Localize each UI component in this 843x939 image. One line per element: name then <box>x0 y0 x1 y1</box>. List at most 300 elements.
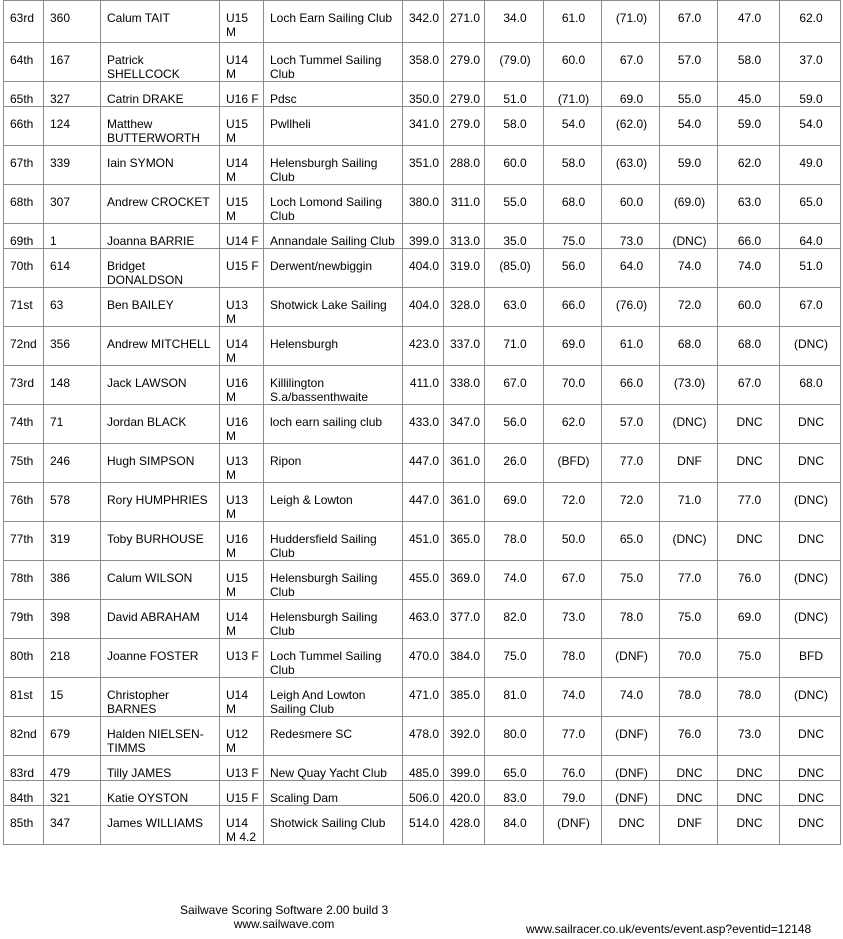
race-score-cell: 66.0 <box>544 288 602 327</box>
race-score-cell: 82.0 <box>485 600 544 639</box>
nett-cell: 365.0 <box>444 522 485 561</box>
nett-cell: 347.0 <box>444 405 485 444</box>
sail-number-cell: 339 <box>44 146 101 185</box>
nett-cell: 361.0 <box>444 444 485 483</box>
race-score-cell: (DNF) <box>602 756 660 781</box>
total-cell: 404.0 <box>403 249 444 288</box>
rank-cell: 85th <box>4 806 44 845</box>
category-cell: U15 F <box>220 249 264 288</box>
rank-cell: 78th <box>4 561 44 600</box>
race-score-cell: 65.0 <box>780 185 841 224</box>
race-score-cell: (DNF) <box>544 806 602 845</box>
category-cell: U13 M <box>220 483 264 522</box>
race-score-cell: 64.0 <box>780 224 841 249</box>
rank-cell: 63rd <box>4 1 44 43</box>
result-row <box>4 639 841 678</box>
race-score-cell: 69.0 <box>602 82 660 107</box>
race-score-cell: 57.0 <box>602 405 660 444</box>
race-score-cell: 69.0 <box>718 600 780 639</box>
result-row <box>4 366 841 405</box>
result-row <box>4 146 841 185</box>
race-score-cell: 78.0 <box>602 600 660 639</box>
result-row <box>4 107 841 146</box>
race-score-cell: (DNF) <box>602 639 660 678</box>
total-cell: 380.0 <box>403 185 444 224</box>
race-score-cell: 77.0 <box>660 561 718 600</box>
race-score-cell: 81.0 <box>485 678 544 717</box>
category-cell: U16 F <box>220 82 264 107</box>
results-table <box>3 0 841 845</box>
race-score-cell: 63.0 <box>718 185 780 224</box>
rank-cell: 77th <box>4 522 44 561</box>
race-score-cell: 68.0 <box>544 185 602 224</box>
result-row <box>4 806 841 845</box>
race-score-cell: 50.0 <box>544 522 602 561</box>
total-cell: 514.0 <box>403 806 444 845</box>
rank-cell: 73rd <box>4 366 44 405</box>
category-cell: U13 F <box>220 756 264 781</box>
rank-cell: 80th <box>4 639 44 678</box>
sail-number-cell: 63 <box>44 288 101 327</box>
race-score-cell: (DNC) <box>780 561 841 600</box>
helm-name-cell: Jordan BLACK <box>101 405 220 444</box>
race-score-cell: 54.0 <box>544 107 602 146</box>
race-score-cell: 75.0 <box>660 600 718 639</box>
race-score-cell: 75.0 <box>718 639 780 678</box>
race-score-cell: 51.0 <box>485 82 544 107</box>
result-row <box>4 405 841 444</box>
club-cell: loch earn sailing club <box>264 405 403 444</box>
sail-number-cell: 398 <box>44 600 101 639</box>
rank-cell: 66th <box>4 107 44 146</box>
helm-name-cell: Hugh SIMPSON <box>101 444 220 483</box>
sail-number-cell: 360 <box>44 1 101 43</box>
category-cell: U16 M <box>220 366 264 405</box>
helm-name-cell: James WILLIAMS <box>101 806 220 845</box>
total-cell: 351.0 <box>403 146 444 185</box>
club-cell: Pdsc <box>264 82 403 107</box>
rank-cell: 68th <box>4 185 44 224</box>
sail-number-cell: 356 <box>44 327 101 366</box>
helm-name-cell: Ben BAILEY <box>101 288 220 327</box>
race-score-cell: 69.0 <box>485 483 544 522</box>
race-score-cell: DNC <box>718 444 780 483</box>
software-name: Sailwave Scoring Software 2.00 build 3 <box>180 903 389 917</box>
race-score-cell: 68.0 <box>660 327 718 366</box>
race-score-cell: 70.0 <box>660 639 718 678</box>
club-cell: Derwent/newbiggin <box>264 249 403 288</box>
race-score-cell: 47.0 <box>718 1 780 43</box>
result-row <box>4 483 841 522</box>
sail-number-cell: 124 <box>44 107 101 146</box>
race-score-cell: DNC <box>780 717 841 756</box>
race-score-cell: 73.0 <box>602 224 660 249</box>
race-score-cell: 54.0 <box>780 107 841 146</box>
helm-name-cell: Andrew MITCHELL <box>101 327 220 366</box>
result-row <box>4 288 841 327</box>
race-score-cell: DNC <box>718 756 780 781</box>
category-cell: U14 M <box>220 678 264 717</box>
total-cell: 399.0 <box>403 224 444 249</box>
race-score-cell: 77.0 <box>718 483 780 522</box>
sail-number-cell: 1 <box>44 224 101 249</box>
race-score-cell: 84.0 <box>485 806 544 845</box>
sail-number-cell: 386 <box>44 561 101 600</box>
sail-number-cell: 614 <box>44 249 101 288</box>
nett-cell: 392.0 <box>444 717 485 756</box>
helm-name-cell: Katie OYSTON <box>101 781 220 806</box>
rank-cell: 71st <box>4 288 44 327</box>
race-score-cell: DNC <box>780 444 841 483</box>
total-cell: 341.0 <box>403 107 444 146</box>
club-cell: Pwllheli <box>264 107 403 146</box>
result-row <box>4 522 841 561</box>
race-score-cell: DNC <box>718 781 780 806</box>
club-cell: Helensburgh Sailing Club <box>264 146 403 185</box>
club-cell: Helensburgh <box>264 327 403 366</box>
total-cell: 506.0 <box>403 781 444 806</box>
race-score-cell: DNF <box>660 806 718 845</box>
result-row <box>4 781 841 806</box>
results-body <box>4 1 841 845</box>
club-cell: Huddersfield Sailing Club <box>264 522 403 561</box>
race-score-cell: 75.0 <box>602 561 660 600</box>
sail-number-cell: 578 <box>44 483 101 522</box>
total-cell: 470.0 <box>403 639 444 678</box>
category-cell: U15 M <box>220 1 264 43</box>
nett-cell: 328.0 <box>444 288 485 327</box>
race-score-cell: 71.0 <box>660 483 718 522</box>
category-cell: U14 M <box>220 600 264 639</box>
total-cell: 350.0 <box>403 82 444 107</box>
race-score-cell: 35.0 <box>485 224 544 249</box>
race-score-cell: (DNF) <box>602 781 660 806</box>
race-score-cell: 56.0 <box>544 249 602 288</box>
category-cell: U15 M <box>220 107 264 146</box>
race-score-cell: 67.0 <box>660 1 718 43</box>
total-cell: 411.0 <box>403 366 444 405</box>
race-score-cell: 57.0 <box>660 43 718 82</box>
result-row <box>4 224 841 249</box>
race-score-cell: 71.0 <box>485 327 544 366</box>
sail-number-cell: 246 <box>44 444 101 483</box>
total-cell: 478.0 <box>403 717 444 756</box>
race-score-cell: 70.0 <box>544 366 602 405</box>
nett-cell: 337.0 <box>444 327 485 366</box>
race-score-cell: (69.0) <box>660 185 718 224</box>
nett-cell: 428.0 <box>444 806 485 845</box>
race-score-cell: 60.0 <box>485 146 544 185</box>
race-score-cell: 72.0 <box>544 483 602 522</box>
race-score-cell: DNC <box>718 806 780 845</box>
sail-number-cell: 319 <box>44 522 101 561</box>
race-score-cell: 64.0 <box>602 249 660 288</box>
race-score-cell: (DNF) <box>602 717 660 756</box>
nett-cell: 319.0 <box>444 249 485 288</box>
club-cell: Loch Lomond Sailing Club <box>264 185 403 224</box>
race-score-cell: (85.0) <box>485 249 544 288</box>
race-score-cell: 58.0 <box>544 146 602 185</box>
race-score-cell: DNC <box>780 806 841 845</box>
race-score-cell: (62.0) <box>602 107 660 146</box>
sail-number-cell: 167 <box>44 43 101 82</box>
total-cell: 471.0 <box>403 678 444 717</box>
helm-name-cell: Joanna BARRIE <box>101 224 220 249</box>
race-score-cell: 69.0 <box>544 327 602 366</box>
club-cell: Leigh And Lowton Sailing Club <box>264 678 403 717</box>
event-url-link[interactable]: www.sailracer.co.uk/events/event.asp?eventid=12148 <box>526 922 812 936</box>
total-cell: 423.0 <box>403 327 444 366</box>
race-score-cell: (76.0) <box>602 288 660 327</box>
club-cell: New Quay Yacht Club <box>264 756 403 781</box>
rank-cell: 82nd <box>4 717 44 756</box>
race-score-cell: 74.0 <box>718 249 780 288</box>
race-score-cell: DNC <box>780 781 841 806</box>
race-score-cell: 72.0 <box>660 288 718 327</box>
race-score-cell: 37.0 <box>780 43 841 82</box>
race-score-cell: 60.0 <box>718 288 780 327</box>
race-score-cell: 79.0 <box>544 781 602 806</box>
sail-number-cell: 321 <box>44 781 101 806</box>
race-score-cell: 78.0 <box>485 522 544 561</box>
nett-cell: 420.0 <box>444 781 485 806</box>
helm-name-cell: Andrew CROCKET <box>101 185 220 224</box>
result-row <box>4 1 841 43</box>
race-score-cell: 76.0 <box>718 561 780 600</box>
total-cell: 485.0 <box>403 756 444 781</box>
race-score-cell: 72.0 <box>602 483 660 522</box>
total-cell: 404.0 <box>403 288 444 327</box>
race-score-cell: 74.0 <box>660 249 718 288</box>
category-cell: U13 M <box>220 444 264 483</box>
race-score-cell: (DNC) <box>780 600 841 639</box>
race-score-cell: 66.0 <box>718 224 780 249</box>
race-score-cell: 61.0 <box>602 327 660 366</box>
race-score-cell: 83.0 <box>485 781 544 806</box>
nett-cell: 279.0 <box>444 43 485 82</box>
helm-name-cell: Patrick SHELLCOCK <box>101 43 220 82</box>
race-score-cell: 56.0 <box>485 405 544 444</box>
rank-cell: 83rd <box>4 756 44 781</box>
software-credit <box>180 903 388 931</box>
category-cell: U13 F <box>220 639 264 678</box>
race-score-cell: 77.0 <box>544 717 602 756</box>
rank-cell: 75th <box>4 444 44 483</box>
race-score-cell: 63.0 <box>485 288 544 327</box>
race-score-cell: (DNC) <box>780 678 841 717</box>
race-score-cell: (DNC) <box>660 405 718 444</box>
race-score-cell: BFD <box>780 639 841 678</box>
rank-cell: 72nd <box>4 327 44 366</box>
race-score-cell: 76.0 <box>660 717 718 756</box>
sail-number-cell: 307 <box>44 185 101 224</box>
club-cell: Annandale Sailing Club <box>264 224 403 249</box>
club-cell: Shotwick Lake Sailing <box>264 288 403 327</box>
category-cell: U13 M <box>220 288 264 327</box>
club-cell: Helensburgh Sailing Club <box>264 561 403 600</box>
club-cell: Ripon <box>264 444 403 483</box>
software-website-link[interactable]: www.sailwave.com <box>233 917 335 931</box>
total-cell: 447.0 <box>403 483 444 522</box>
result-row <box>4 756 841 781</box>
result-row <box>4 249 841 288</box>
race-score-cell: DNC <box>660 781 718 806</box>
helm-name-cell: David ABRAHAM <box>101 600 220 639</box>
result-row <box>4 717 841 756</box>
race-score-cell: 55.0 <box>660 82 718 107</box>
rank-cell: 65th <box>4 82 44 107</box>
race-score-cell: 34.0 <box>485 1 544 43</box>
helm-name-cell: Rory HUMPHRIES <box>101 483 220 522</box>
race-score-cell: (DNC) <box>660 522 718 561</box>
sail-number-cell: 218 <box>44 639 101 678</box>
race-score-cell: (73.0) <box>660 366 718 405</box>
race-score-cell: 51.0 <box>780 249 841 288</box>
rank-cell: 81st <box>4 678 44 717</box>
race-score-cell: 62.0 <box>780 1 841 43</box>
rank-cell: 74th <box>4 405 44 444</box>
result-row <box>4 185 841 224</box>
total-cell: 358.0 <box>403 43 444 82</box>
result-row <box>4 600 841 639</box>
nett-cell: 369.0 <box>444 561 485 600</box>
nett-cell: 399.0 <box>444 756 485 781</box>
race-score-cell: DNC <box>660 756 718 781</box>
race-score-cell: 74.0 <box>485 561 544 600</box>
race-score-cell: 77.0 <box>602 444 660 483</box>
helm-name-cell: Jack LAWSON <box>101 366 220 405</box>
rank-cell: 70th <box>4 249 44 288</box>
category-cell: U15 M <box>220 185 264 224</box>
rank-cell: 64th <box>4 43 44 82</box>
club-cell: Killilington S.a/bassenthwaite <box>264 366 403 405</box>
race-score-cell: (DNC) <box>780 327 841 366</box>
club-cell: Redesmere SC <box>264 717 403 756</box>
race-score-cell: 67.0 <box>544 561 602 600</box>
category-cell: U14 M <box>220 146 264 185</box>
nett-cell: 311.0 <box>444 185 485 224</box>
total-cell: 342.0 <box>403 1 444 43</box>
category-cell: U12 M <box>220 717 264 756</box>
result-row <box>4 327 841 366</box>
race-score-cell: 45.0 <box>718 82 780 107</box>
race-score-cell: (DNC) <box>660 224 718 249</box>
race-score-cell: 78.0 <box>660 678 718 717</box>
race-score-cell: (71.0) <box>544 82 602 107</box>
race-score-cell: DNC <box>780 522 841 561</box>
helm-name-cell: Tilly JAMES <box>101 756 220 781</box>
race-score-cell: 60.0 <box>602 185 660 224</box>
nett-cell: 313.0 <box>444 224 485 249</box>
club-cell: Loch Tummel Sailing Club <box>264 43 403 82</box>
category-cell: U14 M <box>220 327 264 366</box>
nett-cell: 384.0 <box>444 639 485 678</box>
category-cell: U14 M 4.2 <box>220 806 264 845</box>
category-cell: U15 M <box>220 561 264 600</box>
total-cell: 451.0 <box>403 522 444 561</box>
race-score-cell: 67.0 <box>780 288 841 327</box>
race-score-cell: 80.0 <box>485 717 544 756</box>
nett-cell: 385.0 <box>444 678 485 717</box>
race-score-cell: 74.0 <box>544 678 602 717</box>
club-cell: Helensburgh Sailing Club <box>264 600 403 639</box>
race-score-cell: 55.0 <box>485 185 544 224</box>
race-score-cell: DNC <box>718 522 780 561</box>
nett-cell: 361.0 <box>444 483 485 522</box>
race-score-cell: 62.0 <box>544 405 602 444</box>
race-score-cell: 59.0 <box>660 146 718 185</box>
rank-cell: 69th <box>4 224 44 249</box>
club-cell: Loch Tummel Sailing Club <box>264 639 403 678</box>
nett-cell: 271.0 <box>444 1 485 43</box>
sail-number-cell: 15 <box>44 678 101 717</box>
race-score-cell: 67.0 <box>602 43 660 82</box>
race-score-cell: 76.0 <box>544 756 602 781</box>
helm-name-cell: Halden NIELSEN-TIMMS <box>101 717 220 756</box>
rank-cell: 67th <box>4 146 44 185</box>
rank-cell: 84th <box>4 781 44 806</box>
category-cell: U14 M <box>220 43 264 82</box>
sail-number-cell: 327 <box>44 82 101 107</box>
race-score-cell: 65.0 <box>602 522 660 561</box>
helm-name-cell: Matthew BUTTERWORTH <box>101 107 220 146</box>
category-cell: U16 M <box>220 522 264 561</box>
race-score-cell: 59.0 <box>718 107 780 146</box>
race-score-cell: (71.0) <box>602 1 660 43</box>
nett-cell: 279.0 <box>444 107 485 146</box>
race-score-cell: 66.0 <box>602 366 660 405</box>
race-score-cell: 68.0 <box>718 327 780 366</box>
race-score-cell: (79.0) <box>485 43 544 82</box>
race-score-cell: DNC <box>602 806 660 845</box>
race-score-cell: 73.0 <box>544 600 602 639</box>
nett-cell: 279.0 <box>444 82 485 107</box>
helm-name-cell: Calum WILSON <box>101 561 220 600</box>
race-score-cell: 58.0 <box>718 43 780 82</box>
category-cell: U15 F <box>220 781 264 806</box>
race-score-cell: DNC <box>780 756 841 781</box>
club-cell: Leigh & Lowton <box>264 483 403 522</box>
total-cell: 447.0 <box>403 444 444 483</box>
club-cell: Loch Earn Sailing Club <box>264 1 403 43</box>
sail-number-cell: 347 <box>44 806 101 845</box>
result-row <box>4 444 841 483</box>
race-score-cell: 59.0 <box>780 82 841 107</box>
race-score-cell: 65.0 <box>485 756 544 781</box>
total-cell: 455.0 <box>403 561 444 600</box>
race-score-cell: 78.0 <box>544 639 602 678</box>
race-score-cell: DNF <box>660 444 718 483</box>
race-score-cell: DNC <box>718 405 780 444</box>
race-score-cell: 26.0 <box>485 444 544 483</box>
sail-number-cell: 679 <box>44 717 101 756</box>
race-score-cell: 75.0 <box>485 639 544 678</box>
result-row <box>4 43 841 82</box>
race-score-cell: (BFD) <box>544 444 602 483</box>
rank-cell: 79th <box>4 600 44 639</box>
nett-cell: 377.0 <box>444 600 485 639</box>
race-score-cell: 73.0 <box>718 717 780 756</box>
race-score-cell: 54.0 <box>660 107 718 146</box>
nett-cell: 288.0 <box>444 146 485 185</box>
total-cell: 463.0 <box>403 600 444 639</box>
race-score-cell: 67.0 <box>485 366 544 405</box>
club-cell: Scaling Dam <box>264 781 403 806</box>
nett-cell: 338.0 <box>444 366 485 405</box>
sail-number-cell: 148 <box>44 366 101 405</box>
total-cell: 433.0 <box>403 405 444 444</box>
sail-number-cell: 71 <box>44 405 101 444</box>
